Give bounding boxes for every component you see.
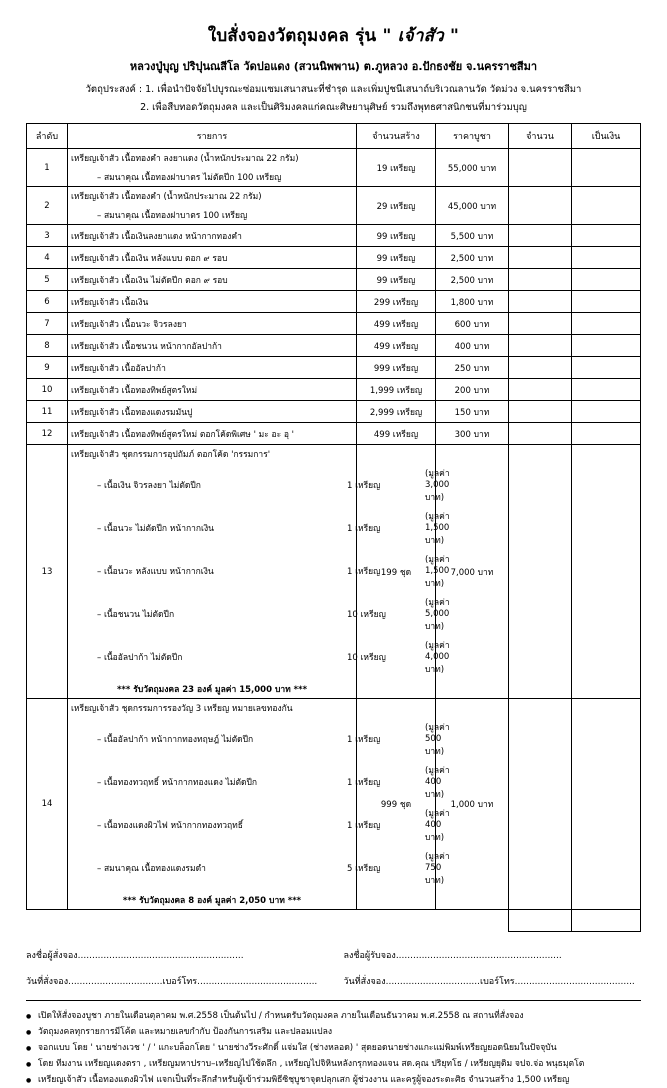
row-item-main: เหรียญเจ้าสัว ชุดกรรมการรองวัญ 3 เหรียญ หมายเลขทองกัน	[71, 704, 293, 714]
row-total-input[interactable]	[572, 269, 641, 291]
sub-item-value: (มูลค่า 1,500 บาท)	[425, 555, 450, 589]
row-item-main: เหรียญเจ้าสัว เนื้อทองแดงรมมันปู	[71, 407, 193, 418]
row-number: 14	[27, 699, 68, 910]
row-made-count: 19 เหรียญ	[357, 149, 436, 187]
sub-item-name: – สมนาคุณ เนื้อทองฝาบาตร 100 เหรียญ	[97, 211, 248, 221]
row-total-input[interactable]	[572, 401, 641, 423]
signature-block	[26, 948, 641, 988]
note-item: ● วัตถุมงคลทุกรายการมีโค้ด และหมายเลขกำกับ ป้องกันการเสริม และปลอมแปลง	[26, 1025, 641, 1041]
table-row	[27, 401, 641, 423]
table-row	[27, 225, 641, 247]
divider	[26, 1000, 641, 1001]
row-total-input[interactable]	[572, 291, 641, 313]
table-row	[27, 247, 641, 269]
row-total-input[interactable]	[572, 149, 641, 187]
row-made-count: 99 เหรียญ	[357, 225, 436, 247]
page-title	[26, 22, 641, 49]
signature-name-row	[26, 948, 641, 962]
row-made-count: 499 เหรียญ	[357, 423, 436, 445]
row-price: 5,500 บาท	[436, 225, 509, 247]
purpose-line-2: 2. เพื่อสืบทอดวัตถุมงคล และเป็นศิริมงคลแก่คณะศิษยานุศิษย์ รวมถึงพุทธศาสนิกชนที่มาร่วมบุญ	[140, 102, 527, 113]
row-number: 8	[27, 335, 68, 357]
row-price: 45,000 บาท	[436, 187, 509, 225]
title-brush-text: เจ้าสัว	[397, 26, 444, 46]
row-price: 2,500 บาท	[436, 247, 509, 269]
row-price: 600 บาท	[436, 313, 509, 335]
row-price: 400 บาท	[436, 335, 509, 357]
sub-item-amount: 1 เหรียญ	[347, 735, 381, 745]
row-set-note: *** รับวัตถุมงคล 8 องค์ มูลค่า 2,050 บาท ***	[122, 896, 302, 906]
row-number: 3	[27, 225, 68, 247]
row-total-input[interactable]	[572, 445, 641, 699]
row-total-input[interactable]	[572, 313, 641, 335]
sub-item-name: – เนื้ออัลปาก้า หน้ากากทองทฤษฎ์ ไม่ตัดปีก	[97, 735, 254, 745]
row-number: 4	[27, 247, 68, 269]
row-quantity-input[interactable]	[509, 313, 572, 335]
signature-date-row	[26, 974, 641, 988]
row-item-description	[68, 423, 357, 445]
table-row	[27, 335, 641, 357]
row-item-description	[68, 149, 357, 187]
purpose-line-1: วัตถุประสงค์ : 1. เพื่อนำปัจจัยไปบูรณะซ่อมแซมเสนาสนะที่ชำรุด และเพิ่มปูชนีเสนาถ์บริเวณลานวัด วัดม่วง จ.นครราชสีมา	[85, 84, 582, 95]
row-set-note: *** รับวัตถุมงคล 23 องค์ มูลค่า 15,000 บาท ***	[116, 685, 308, 695]
note-item: ● โดย ทีมงาน เหรียญแดงตรา , เหรียญมหาปราบ–เหรียญไปใช้ตลึก , เหรียญไปจิหินหลังกรุกทองแจน สด.คุณ ปริยุทโธ / เหรียญยุติม จปจ.จ่อ พนุธมุตโต	[26, 1057, 641, 1073]
column-header-price: ราคาบูชา	[436, 124, 509, 149]
table-row	[27, 357, 641, 379]
row-number: 13	[27, 445, 68, 699]
row-item-main: เหรียญเจ้าสัว เนื้อนวะ จิวรลงยา	[71, 319, 187, 330]
row-made-count: 99 เหรียญ	[357, 269, 436, 291]
table-row	[27, 379, 641, 401]
table-body	[27, 149, 641, 932]
row-quantity-input[interactable]	[509, 247, 572, 269]
row-made-count: 2,999 เหรียญ	[357, 401, 436, 423]
row-quantity-input[interactable]	[509, 269, 572, 291]
row-number: 12	[27, 423, 68, 445]
row-price: 150 บาท	[436, 401, 509, 423]
temple-subtitle: หลวงปู่บุญ ปริปุนณสีโล วัดปอแดง (สวนนิพพาน) ต.ภูหลวง อ.ปักธงชัย จ.นครราชสีมา	[129, 60, 538, 73]
row-item-main: เหรียญเจ้าสัว เนื้อทองทิพย์สูตรใหม่	[71, 385, 198, 396]
row-made-count: 999 ชุด	[357, 699, 436, 910]
table-summary-row	[27, 910, 641, 932]
row-number: 7	[27, 313, 68, 335]
row-quantity-input[interactable]	[509, 335, 572, 357]
row-price: 7,000 บาท	[436, 445, 509, 699]
sub-item-value: (มูลค่า 400 บาท)	[425, 766, 450, 800]
row-item-main: เหรียญเจ้าสัว เนื้อเงิน ไม่ตัดปีก ตอก ๙ รอบ	[71, 275, 228, 286]
sub-item-amount: 1 เหรียญ	[347, 481, 381, 491]
row-quantity-input[interactable]	[509, 187, 572, 225]
note-item: ● เปิดให้สั่งจองบูชา ภายในเดือนตุลาคม พ.ศ.2558 เป็นต้นไป / กำหนดรับวัตถุมงคล ภายในเดือนธันวาคม พ.ศ.2558 ณ สถานที่สั่งจอง	[26, 1009, 641, 1025]
sub-item-value: (มูลค่า 400 บาท)	[425, 809, 450, 843]
note-item: ● เหรียญเจ้าสัว เนื้อทองแดงผิวไฟ แจกเป็นที่ระลึกสำหรับผู้เข้าร่วมพิธีซิชฺบูชาจุดปลุกเสก ผู้ช่วงงาน และครูผู้จองระตะศิธ จำนวนสร้าง 1,500 เหรียญ	[26, 1073, 641, 1088]
sub-item-value: (มูลค่า 500 บาท)	[425, 723, 450, 757]
row-made-count: 99 เหรียญ	[357, 247, 436, 269]
row-sub-item	[71, 763, 450, 801]
sub-item-name: – เนื้อชนวน ไม่ตัดปีก	[97, 610, 175, 620]
row-item-main: เหรียญเจ้าสัว ชุดกรรมการอุปถัมภ์ ตอกโค้ด 'กรรมการ'	[71, 450, 271, 460]
row-number: 1	[27, 149, 68, 187]
row-item-description	[68, 313, 357, 335]
row-total-input[interactable]	[572, 379, 641, 401]
buyer-signature-line[interactable]: ลงชื่อผู้สั่งจอง..........................................................	[26, 951, 244, 961]
column-header-item: รายการ	[68, 124, 357, 149]
row-made-count: 499 เหรียญ	[357, 313, 436, 335]
row-item-main: เหรียญเจ้าสัว เนื้อทองคำ ลงยาแดง (น้ำหนักประมาณ 22 กรัม)	[71, 154, 299, 164]
column-header-no: ลำดับ	[27, 124, 68, 149]
seller-date-line[interactable]: วันที่สั่งจอง.................................เบอร์โทร..........................................	[343, 977, 635, 987]
row-sub-item	[71, 466, 450, 504]
sub-item-name: – เนื้อเงิน จิวรลงยา ไม่ตัดปีก	[97, 481, 201, 491]
row-item-description	[68, 247, 357, 269]
row-total-input[interactable]	[572, 247, 641, 269]
sub-item-amount: 1 เหรียญ	[347, 567, 381, 577]
row-total-input[interactable]	[572, 699, 641, 910]
row-price: 1,800 บาท	[436, 291, 509, 313]
row-made-count: 499 เหรียญ	[357, 335, 436, 357]
sub-item-amount: 10 เหรียญ	[347, 610, 386, 620]
column-header-total: เป็นเงิน	[572, 124, 641, 149]
row-number: 10	[27, 379, 68, 401]
row-total-input[interactable]	[572, 225, 641, 247]
row-quantity-input[interactable]	[509, 445, 572, 699]
row-item-main: เหรียญเจ้าสัว เนื้อทองคำ (น้ำหนักประมาณ 22 กรัม)	[71, 192, 262, 202]
row-made-count: 1,999 เหรียญ	[357, 379, 436, 401]
row-item-description	[68, 225, 357, 247]
sub-item-value: (มูลค่า 4,000 บาท)	[425, 641, 450, 675]
order-table	[26, 123, 641, 932]
sub-item-name: – เนื้อทองทวฤทธิ์ หน้ากากทองแดง ไม่ตัดปีก	[97, 778, 258, 788]
summary-spacer	[27, 910, 509, 932]
row-quantity-input[interactable]	[509, 401, 572, 423]
sub-item-name: – เนื้อนวะ ไม่ตัดปีก หน้ากากเงิน	[97, 524, 214, 534]
row-item-description	[68, 335, 357, 357]
sub-item-value: (มูลค่า 5,000 บาท)	[425, 598, 450, 632]
row-sub-item	[71, 595, 450, 633]
row-made-count: 29 เหรียญ	[357, 187, 436, 225]
summary-quantity-input[interactable]	[509, 910, 572, 932]
row-quantity-input[interactable]	[509, 357, 572, 379]
row-item-description	[68, 269, 357, 291]
sub-item-name: – เนื้อนวะ หลังแบบ หน้ากากเงิน	[97, 567, 214, 577]
note-item: ● จอกแบบ โดย ' นายช่างเวช ' / ' แกะบล็อกโดย ' นายช่างวีระศักดิ์ แจ่มใส (ช่างหลอด) ' สุดยอดนายช่างแกะแม่พิมพ์เหรียญยอดนิยมในปัจจุบัน	[26, 1041, 641, 1057]
row-number: 9	[27, 357, 68, 379]
table-row	[27, 313, 641, 335]
row-number: 11	[27, 401, 68, 423]
seller-signature-line[interactable]: ลงชื่อผู้รับจอง..........................................................	[343, 951, 562, 961]
row-price: 200 บาท	[436, 379, 509, 401]
table-row	[27, 423, 641, 445]
sub-item-amount: 1 เหรียญ	[347, 778, 381, 788]
table-header-row	[27, 124, 641, 149]
row-item-main: เหรียญเจ้าสัว เนื้อเงิน หลังแบบ ตอก ๙ รอบ	[71, 253, 228, 264]
row-sub-item	[71, 509, 450, 547]
table-row	[27, 699, 641, 910]
summary-total-input[interactable]	[572, 910, 641, 932]
table-row	[27, 291, 641, 313]
sub-item-value: (มูลค่า 3,000 บาท)	[425, 469, 450, 503]
row-item-main: เหรียญเจ้าสัว เนื้อทองทิพย์สูตรใหม่ ตอกโค้ดพิเศษ ' มะ อะ อุ '	[71, 429, 294, 440]
row-sub-item	[71, 170, 353, 184]
row-item-description	[68, 357, 357, 379]
row-quantity-input[interactable]	[509, 225, 572, 247]
sub-item-amount: 10 เหรียญ	[347, 653, 386, 663]
row-item-description	[68, 401, 357, 423]
row-number: 5	[27, 269, 68, 291]
sub-item-amount: 1 เหรียญ	[347, 524, 381, 534]
row-item-description	[68, 187, 357, 225]
row-quantity-input[interactable]	[509, 379, 572, 401]
row-item-description	[68, 291, 357, 313]
table-row	[27, 187, 641, 225]
row-sub-item	[71, 208, 353, 222]
table-row	[27, 149, 641, 187]
row-total-input[interactable]	[572, 357, 641, 379]
row-item-main: เหรียญเจ้าสัว เนื้ออัลปาก้า	[71, 363, 166, 374]
column-header-made: จำนวนสร้าง	[357, 124, 436, 149]
table-row	[27, 445, 641, 699]
sub-item-amount: 5 เหรียญ	[347, 864, 381, 874]
sub-item-name: – เนื้อทองแดงผิวไฟ หน้ากากทองทวฤทธิ์	[97, 821, 243, 831]
sub-item-name: – สมนาคุณ เนื้อทองฝาบาตร ไม่ตัดปีก 100 เหรียญ	[97, 173, 282, 183]
row-price: 300 บาท	[436, 423, 509, 445]
row-item-description	[68, 379, 357, 401]
sub-item-value: (มูลค่า 750 บาท)	[425, 852, 450, 886]
row-sub-item	[71, 806, 450, 844]
table-row	[27, 269, 641, 291]
row-item-main: เหรียญเจ้าสัว เนื้อเงินลงยาแดง หน้ากากทองคำ	[71, 231, 242, 242]
row-sub-item	[71, 720, 450, 758]
row-sub-item	[71, 638, 450, 676]
title-prefix: ใบสั่งจองวัตถุมงคล รุ่น "	[207, 26, 398, 46]
row-total-input[interactable]	[572, 335, 641, 357]
row-price: 1,000 บาท	[436, 699, 509, 910]
sub-item-name: – สมนาคุณ เนื้อทองแดงรมดำ	[97, 864, 206, 874]
row-sub-item	[71, 849, 450, 887]
row-price: 55,000 บาท	[436, 149, 509, 187]
title-suffix: "	[443, 26, 460, 46]
sub-item-amount: 1 เหรียญ	[347, 821, 381, 831]
row-made-count: 999 เหรียญ	[357, 357, 436, 379]
row-made-count: 199 ชุด	[357, 445, 436, 699]
sub-item-name: – เนื้ออัลปาก้า ไม่ตัดปีก	[97, 653, 183, 663]
row-quantity-input[interactable]	[509, 699, 572, 910]
row-number: 2	[27, 187, 68, 225]
row-item-main: เหรียญเจ้าสัว เนื้อชนวน หน้ากากอัลปาก้า	[71, 341, 222, 352]
row-price: 250 บาท	[436, 357, 509, 379]
sub-item-value: (มูลค่า 1,500 บาท)	[425, 512, 450, 546]
row-made-count: 299 เหรียญ	[357, 291, 436, 313]
buyer-date-line[interactable]: วันที่สั่งจอง.................................เบอร์โทร..........................................	[26, 977, 318, 987]
row-item-main: เหรียญเจ้าสัว เนื้อเงิน	[71, 297, 149, 308]
row-number: 6	[27, 291, 68, 313]
column-header-qty: จำนวน	[509, 124, 572, 149]
row-total-input[interactable]	[572, 423, 641, 445]
row-total-input[interactable]	[572, 187, 641, 225]
row-price: 2,500 บาท	[436, 269, 509, 291]
row-quantity-input[interactable]	[509, 149, 572, 187]
notes-list	[26, 1009, 641, 1088]
row-quantity-input[interactable]	[509, 291, 572, 313]
row-quantity-input[interactable]	[509, 423, 572, 445]
